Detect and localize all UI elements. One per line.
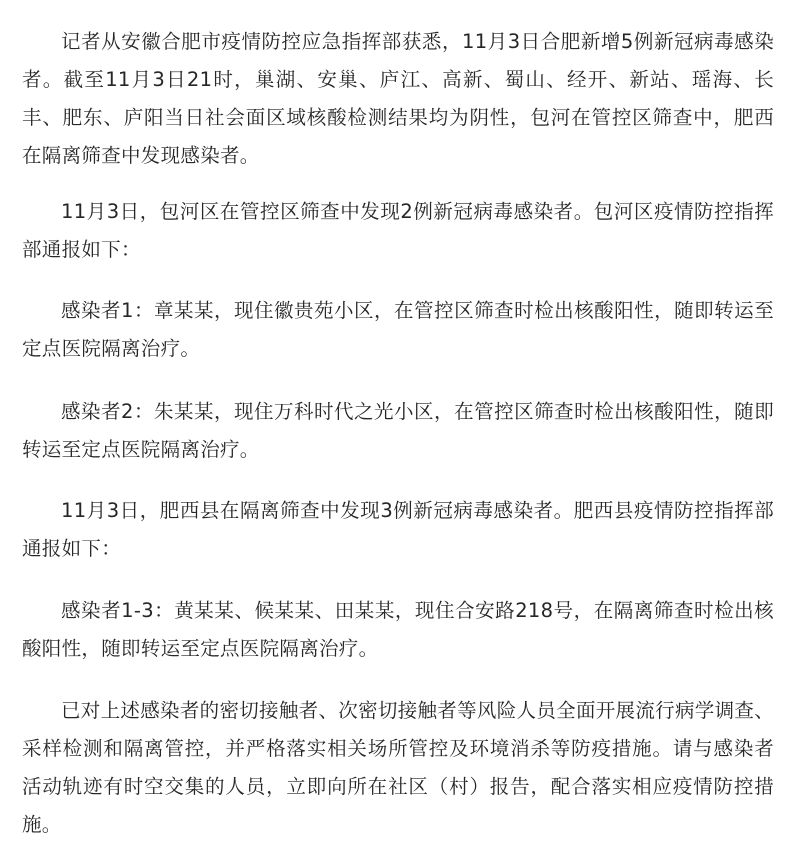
paragraph-baohe-report: 11月3日，包河区在管控区筛查中发现2例新冠病毒感染者。包河区疫情防控指挥部通报如下： [22,200,774,261]
paragraph-baohe-case-1: 感染者1：章某某，现住徽贵苑小区，在管控区筛查时检出核酸阳性，随即转运至定点医院隔离治疗。 [22,299,774,360]
paragraph-measures: 已对上述感染者的密切接触者、次密切接触者等风险人员全面开展流行病学调查、采样检测和隔离管控，并严格落实相关场所管控及环境消杀等防疫措施。请与感染者活动轨迹有时空交集的人员，立即向所在社区（村）报告，配合落实相应疫情防控措施。 [22,699,774,836]
paragraph-feixi-cases: 感染者1-3：黄某某、候某某、田某某，现住合安路218号，在隔离筛查时检出核酸阳性，随即转运至定点医院隔离治疗。 [22,599,774,660]
paragraph-feixi-report: 11月3日，肥西县在隔离筛查中发现3例新冠病毒感染者。肥西县疫情防控指挥部通报如下： [22,499,774,560]
paragraph-baohe-case-2: 感染者2：朱某某，现住万科时代之光小区，在管控区筛查时检出核酸阳性，随即转运至定点医院隔离治疗。 [22,400,774,461]
paragraph-intro: 记者从安徽合肥市疫情防控应急指挥部获悉，11月3日合肥新增5例新冠病毒感染者。截至11月3日21时，巢湖、安巢、庐江、高新、蜀山、经开、新站、瑶海、长丰、肥东、庐阳当日社会面区域核酸检测结果均为阴性，包河在管控区筛查中，肥西在隔离筛查中发现感染者。 [22,30,774,167]
